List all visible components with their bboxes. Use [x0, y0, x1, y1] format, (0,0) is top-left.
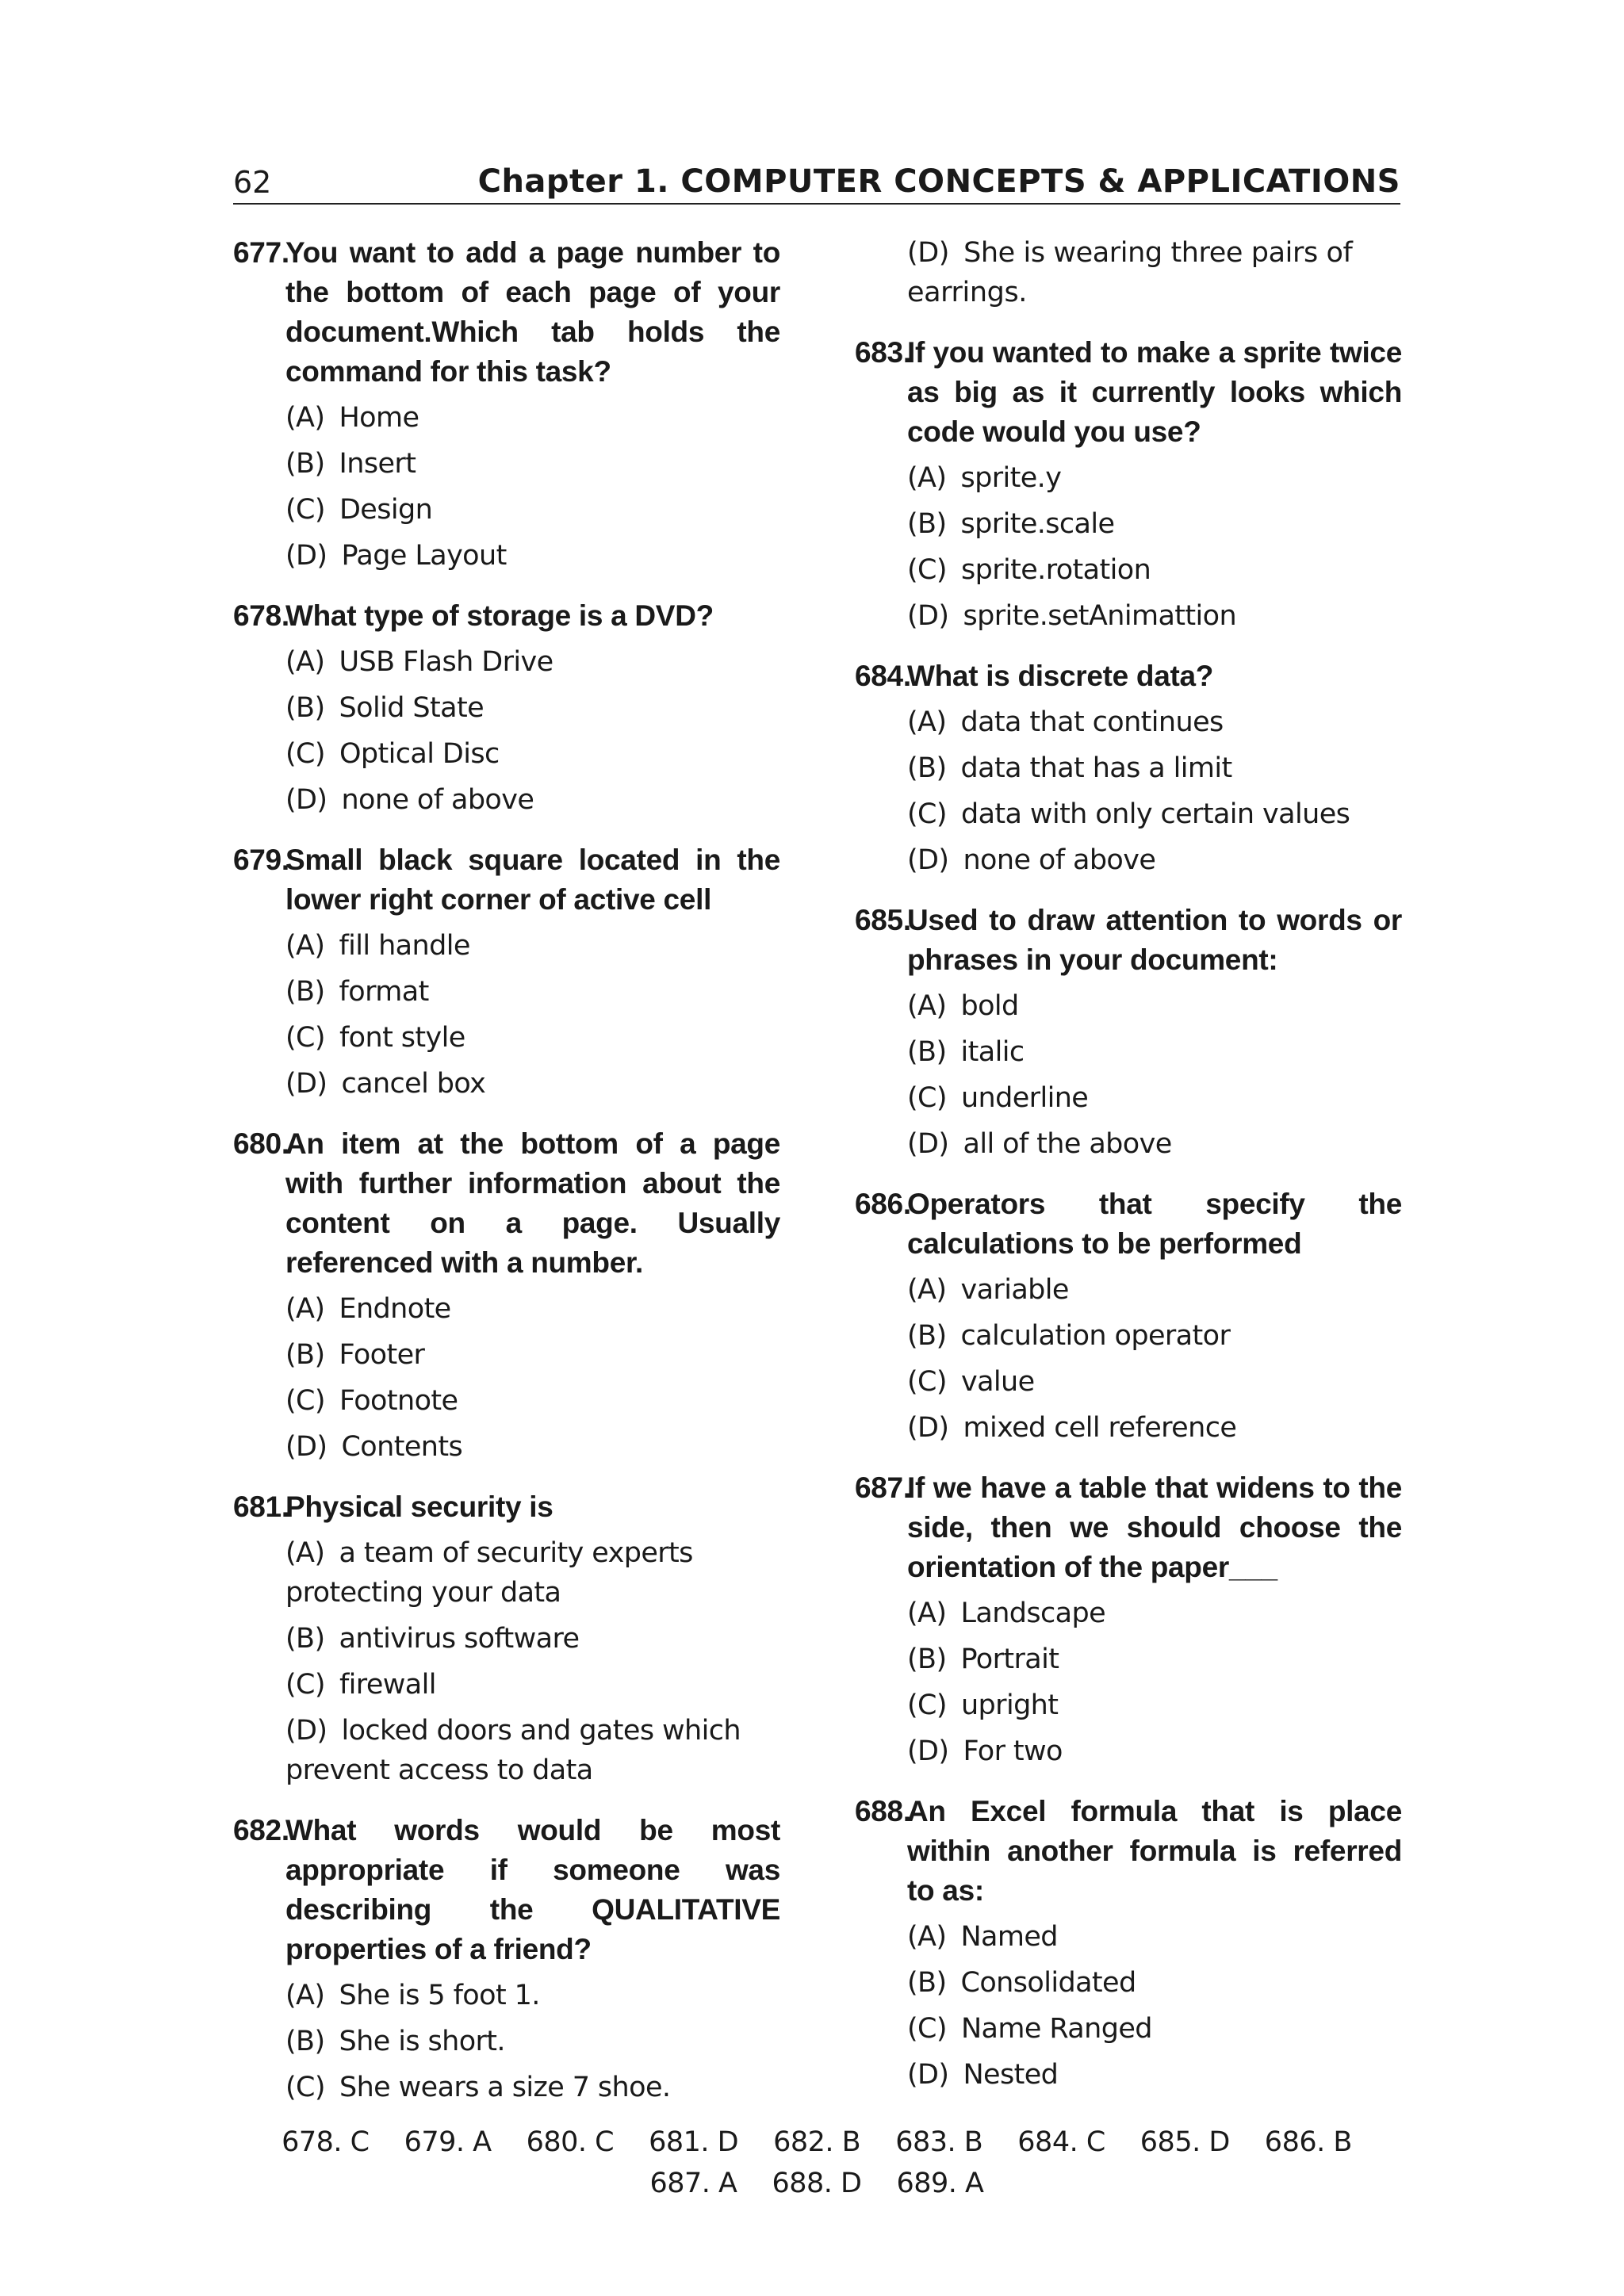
chapter-title: Chapter 1. COMPUTER CONCEPTS & APPLICATIONS — [477, 163, 1400, 200]
answer-option — [855, 1032, 1402, 1072]
option-text: firewall — [339, 1669, 436, 1701]
option-text: Footer — [339, 1339, 425, 1371]
option-label: (B) — [285, 976, 325, 1008]
question-number: 678. — [233, 599, 289, 632]
option-label: (B) — [907, 752, 947, 784]
option-text: none of above — [341, 784, 534, 816]
page-header — [233, 162, 1400, 205]
question-title — [855, 901, 1402, 980]
option-text: Contents — [341, 1431, 463, 1463]
question-title — [233, 840, 780, 920]
option-text: variable — [960, 1274, 1069, 1306]
answer-option — [855, 748, 1402, 788]
option-label: (D) — [285, 784, 327, 816]
option-text: none of above — [963, 844, 1156, 876]
question-title — [855, 1792, 1402, 1911]
answer-option — [855, 1408, 1402, 1448]
option-label: (B) — [907, 1036, 947, 1068]
option-label: (B) — [285, 2026, 325, 2057]
option-text: Home — [339, 402, 419, 434]
option-text: For two — [963, 1735, 1063, 1767]
option-label: (D) — [285, 1431, 327, 1463]
option-label: (D) — [907, 1128, 949, 1160]
answer-key-item: 686. B — [1264, 2126, 1352, 2158]
option-label: (C) — [285, 494, 325, 526]
question-text: You want to add a page number to the bottom of each page of your document.Which tab holds the command for this task? — [285, 236, 780, 388]
answer-option — [233, 642, 780, 682]
question-number: 687. — [855, 1471, 911, 1504]
answer-option — [233, 1711, 780, 1790]
question-number: 685. — [855, 904, 911, 936]
question-number: 686. — [855, 1188, 911, 1220]
option-continuation — [855, 233, 1402, 312]
question-block — [855, 901, 1402, 1164]
option-label: (D) — [907, 2059, 949, 2091]
option-text: Consolidated — [960, 1967, 1136, 1999]
question-title — [855, 1468, 1402, 1587]
question-text: If you wanted to make a sprite twice as big as it currently looks which code would you use? — [907, 336, 1402, 448]
answer-option — [855, 2055, 1402, 2095]
option-text: locked doors and gates which prevent access to data — [285, 1715, 741, 1786]
option-text: sprite.rotation — [960, 554, 1151, 586]
option-label: (A) — [285, 1293, 325, 1325]
option-text: a team of security experts protecting your data — [285, 1537, 693, 1609]
answer-option — [233, 1381, 780, 1421]
question-title — [233, 1124, 780, 1283]
answer-option — [855, 1124, 1402, 1164]
option-label: (A) — [907, 706, 947, 738]
answer-option — [855, 1917, 1402, 1957]
option-text: italic — [960, 1036, 1025, 1068]
question-title — [233, 233, 780, 392]
answer-option — [855, 1078, 1402, 1118]
option-text: all of the above — [963, 1128, 1172, 1160]
option-label: (B) — [907, 1967, 947, 1999]
question-title — [233, 1487, 780, 1527]
option-label: (A) — [907, 462, 947, 494]
answer-option — [855, 1640, 1402, 1679]
option-label: (C) — [907, 1689, 947, 1721]
option-text: mixed cell reference — [963, 1412, 1237, 1444]
question-title — [855, 656, 1402, 696]
option-label: (A) — [907, 990, 947, 1022]
option-text: Design — [339, 494, 433, 526]
answer-option — [233, 398, 780, 438]
answer-option — [233, 780, 780, 820]
answer-option — [855, 986, 1402, 1026]
question-text: An item at the bottom of a page with further information about the content on a page. Usually referenced with a number. — [285, 1127, 780, 1279]
option-text: font style — [339, 1022, 465, 1054]
question-block — [855, 333, 1402, 636]
answer-option — [233, 536, 780, 576]
option-label: (C) — [907, 554, 947, 586]
answer-key-item: 680. C — [526, 2126, 615, 2158]
answer-key-item: 682. B — [773, 2126, 861, 2158]
option-text: data that continues — [960, 706, 1224, 738]
option-label: (D) — [285, 1715, 327, 1747]
answer-option — [233, 444, 780, 484]
question-text: Used to draw attention to words or phrases in your document: — [907, 904, 1402, 976]
option-label: (A) — [285, 646, 325, 678]
option-text: sprite.setAnimattion — [963, 600, 1237, 632]
option-text: sprite.scale — [960, 508, 1115, 540]
question-text: What is discrete data? — [907, 660, 1214, 692]
right-column — [855, 233, 1402, 2115]
question-block — [855, 1184, 1402, 1448]
page-number: 62 — [233, 165, 272, 200]
option-text: Insert — [339, 448, 416, 480]
option-label: (D) — [907, 237, 950, 269]
question-number: 683. — [855, 336, 911, 369]
option-label: (A) — [285, 930, 325, 962]
left-column — [233, 233, 780, 2128]
option-text: antivirus software — [339, 1623, 580, 1655]
answer-option — [233, 1533, 780, 1613]
answer-key-item: 684. C — [1017, 2126, 1105, 2158]
answer-key-item: 688. D — [772, 2168, 862, 2199]
option-label: (B) — [285, 1623, 325, 1655]
answer-option — [855, 2009, 1402, 2049]
option-text: Page Layout — [341, 540, 507, 572]
answer-key-item: 678. C — [282, 2126, 370, 2158]
answer-option — [855, 504, 1402, 544]
option-label: (B) — [285, 448, 325, 480]
question-title — [233, 596, 780, 636]
answer-option — [233, 2022, 780, 2061]
answer-option — [855, 1963, 1402, 2003]
option-label: (D) — [907, 1412, 949, 1444]
option-label: (D) — [907, 600, 949, 632]
answer-key-item: 679. A — [404, 2126, 492, 2158]
option-label: (C) — [907, 798, 947, 830]
question-block — [855, 1792, 1402, 2095]
option-text: upright — [960, 1689, 1059, 1721]
option-text: underline — [960, 1082, 1089, 1114]
option-label: (B) — [907, 1320, 947, 1352]
answer-option — [855, 1594, 1402, 1633]
option-label: (D) — [285, 540, 327, 572]
answer-option — [855, 1316, 1402, 1356]
question-number: 688. — [855, 1795, 911, 1827]
answer-option — [855, 840, 1402, 880]
answer-option — [855, 596, 1402, 636]
option-label: (A) — [285, 1980, 325, 2011]
option-text: She is wearing three pairs of earrings. — [907, 237, 1353, 308]
answer-key — [233, 2122, 1400, 2204]
question-title — [233, 1811, 780, 1969]
question-number: 677. — [233, 236, 289, 269]
option-text: value — [960, 1366, 1035, 1398]
option-label: (C) — [907, 2013, 947, 2045]
option-text: fill handle — [339, 930, 470, 962]
question-text: What words would be most appropriate if someone was describing the QUALITATIVE properties of a friend? — [285, 1814, 780, 1965]
option-text: format — [339, 976, 429, 1008]
question-block — [855, 1468, 1402, 1771]
question-number: 680. — [233, 1127, 289, 1160]
question-text: If we have a table that widens to the side, then we should choose the orientation of the paper___ — [907, 1471, 1402, 1583]
option-label: (C) — [285, 1385, 325, 1417]
option-label: (C) — [907, 1366, 947, 1398]
answer-key-item: 681. D — [649, 2126, 739, 2158]
question-block — [233, 1487, 780, 1790]
option-text: Name Ranged — [960, 2013, 1152, 2045]
answer-option — [855, 702, 1402, 742]
answer-option — [855, 458, 1402, 498]
option-text: data that has a limit — [960, 752, 1232, 784]
option-text: calculation operator — [960, 1320, 1231, 1352]
option-label: (A) — [285, 402, 325, 434]
option-label: (B) — [907, 508, 947, 540]
option-text: Named — [960, 1921, 1058, 1953]
answer-option — [233, 1976, 780, 2015]
answer-key-item: 685. D — [1139, 2126, 1230, 2158]
option-text: She is short. — [339, 2026, 505, 2057]
option-label: (A) — [907, 1921, 947, 1953]
option-text: She is 5 foot 1. — [339, 1980, 540, 2011]
option-label: (D) — [907, 844, 949, 876]
answer-option — [233, 1064, 780, 1104]
answer-option — [233, 1427, 780, 1467]
question-text: Physical security is — [285, 1490, 553, 1523]
answer-option — [855, 1732, 1402, 1771]
answer-option — [855, 1362, 1402, 1402]
option-label: (B) — [285, 1339, 325, 1371]
answer-option — [233, 688, 780, 728]
answer-option — [233, 734, 780, 774]
question-block — [855, 656, 1402, 880]
option-text: cancel box — [341, 1068, 486, 1100]
answer-key-item: 683. B — [895, 2126, 983, 2158]
option-label: (C) — [285, 738, 325, 770]
answer-option — [855, 794, 1402, 834]
question-block — [233, 840, 780, 1104]
question-text: Operators that specify the calculations to be performed — [907, 1188, 1402, 1260]
answer-option — [233, 1619, 780, 1659]
option-label: (A) — [285, 1537, 325, 1569]
answer-option — [233, 2068, 780, 2107]
option-text: data with only certain values — [960, 798, 1350, 830]
answer-option — [233, 1018, 780, 1058]
option-text: Solid State — [339, 692, 484, 724]
option-label: (D) — [285, 1068, 327, 1100]
option-label: (B) — [285, 692, 325, 724]
answer-option — [233, 926, 780, 966]
option-text: She wears a size 7 shoe. — [339, 2072, 671, 2103]
question-number: 684. — [855, 660, 911, 692]
option-text: Nested — [963, 2059, 1059, 2091]
question-number: 682. — [233, 1814, 289, 1846]
answer-option — [233, 1665, 780, 1705]
question-text: Small black square located in the lower right corner of active cell — [285, 844, 780, 916]
answer-key-item: 687. A — [649, 2168, 737, 2199]
answer-option — [233, 1335, 780, 1375]
question-number: 679. — [233, 844, 289, 876]
option-text: Endnote — [339, 1293, 451, 1325]
option-text: Footnote — [339, 1385, 458, 1417]
answer-option — [233, 490, 780, 530]
question-number: 681. — [233, 1490, 289, 1523]
option-label: (B) — [907, 1644, 947, 1675]
answer-option — [855, 1686, 1402, 1725]
option-label: (C) — [285, 1669, 325, 1701]
option-text: sprite.y — [960, 462, 1062, 494]
question-block — [233, 1124, 780, 1467]
answer-option — [233, 1289, 780, 1329]
answer-key-item: 689. A — [896, 2168, 984, 2199]
answer-option — [855, 1270, 1402, 1310]
option-text: Landscape — [960, 1598, 1106, 1629]
answer-option — [233, 972, 780, 1012]
option-text: Optical Disc — [339, 738, 500, 770]
option-text: Portrait — [960, 1644, 1059, 1675]
option-label: (A) — [907, 1274, 947, 1306]
option-label: (C) — [285, 2072, 325, 2103]
option-text: bold — [960, 990, 1019, 1022]
question-title — [855, 1184, 1402, 1264]
question-block — [233, 596, 780, 820]
option-label: (C) — [907, 1082, 947, 1114]
option-label: (A) — [907, 1598, 947, 1629]
answer-option — [855, 550, 1402, 590]
question-text: What type of storage is a DVD? — [285, 599, 714, 632]
option-label: (C) — [285, 1022, 325, 1054]
question-block — [233, 233, 780, 576]
question-title — [855, 333, 1402, 452]
option-text: USB Flash Drive — [339, 646, 553, 678]
question-block — [233, 1811, 780, 2107]
question-text: An Excel formula that is place within another formula is referred to as: — [907, 1795, 1402, 1907]
option-label: (D) — [907, 1735, 949, 1767]
